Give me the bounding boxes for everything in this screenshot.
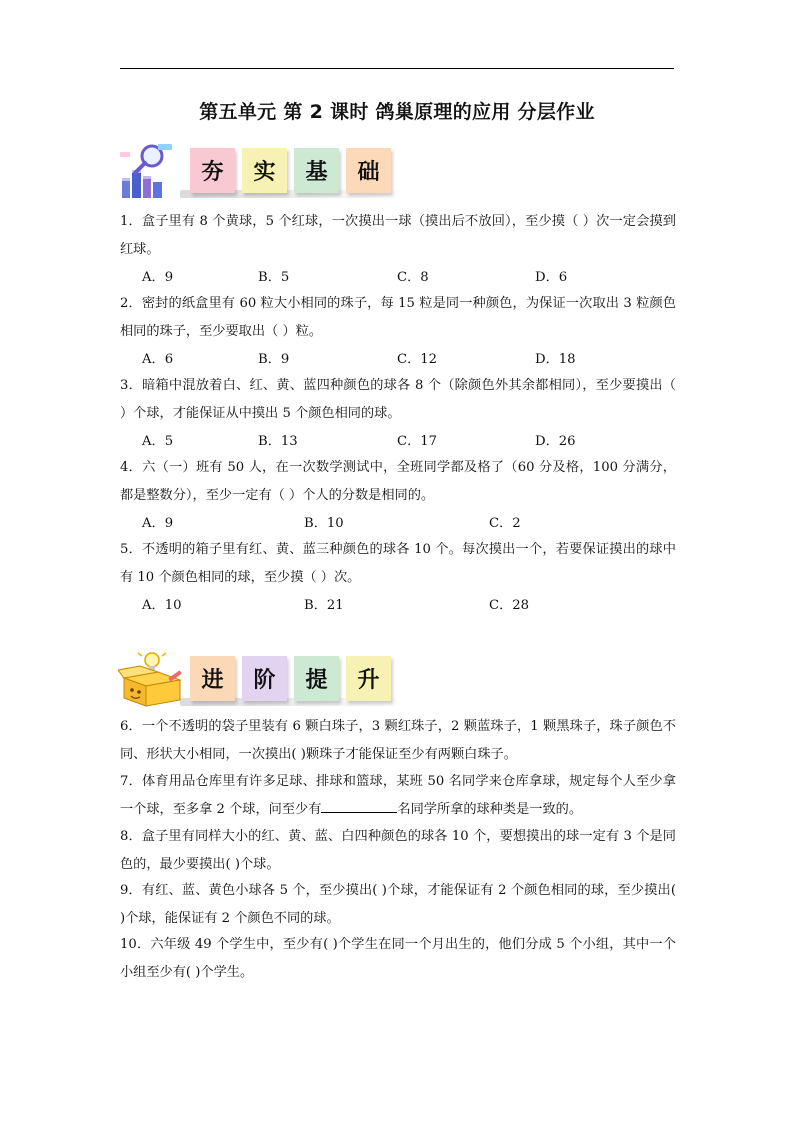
section-tile: 夯 — [190, 148, 235, 193]
question-7-text-before: 7．体育用品仓库里有许多足球、排球和篮球，某班 50 名同学来仓库拿球，规定每个人至少拿一个球，至多拿 2 个球，问至少有 — [120, 774, 676, 817]
option-a: A．9 — [142, 516, 174, 531]
question-1-options — [142, 266, 682, 288]
section-banner-advanced — [118, 650, 418, 710]
question-4: 4．六（一）班有 50 人，在一次数学测试中，全班同学都及格了（60 分及格，100 分满分，都是整数分），至少一定有（ ）个人的分数是相同的。 — [120, 460, 676, 503]
option-b: B．5 — [258, 270, 290, 285]
section-tile: 提 — [294, 656, 339, 701]
question-3: 3．暗箱中混放着白、红、黄、蓝四种颜色的球各 8 个（除颜色外其余都相同），至少要摸出（ ）个球，才能保证从中摸出 5 个颜色相同的球。 — [120, 378, 676, 421]
option-a: A．5 — [142, 434, 174, 449]
question-7 — [120, 768, 676, 823]
option-b: B．9 — [258, 352, 290, 367]
question-2: 2．密封的纸盒里有 60 粒大小相同的珠子，每 15 粒是同一种颜色，为保证一次取出 3 粒颜色相同的珠子，至少要取出（ ）粒。 — [120, 296, 676, 339]
option-b: B．21 — [304, 598, 344, 613]
option-a: A．9 — [142, 270, 174, 285]
option-d: D．18 — [535, 352, 576, 367]
answer-blank[interactable] — [321, 798, 397, 813]
option-a: A．10 — [142, 598, 182, 613]
question-3-options — [142, 430, 682, 452]
question-6: 6．一个不透明的袋子里装有 6 颗白珠子，3 颗红珠子，2 颗蓝珠子，1 颗黑珠子，珠子颜色不同、形状大小相同，一次摸出( )颗珠子才能保证至少有两颗白珠子。 — [120, 719, 676, 762]
option-c: C．28 — [489, 598, 530, 613]
section-tile: 基 — [294, 148, 339, 193]
question-5: 5．不透明的箱子里有红、黄、蓝三种颜色的球各 10 个。每次摸出一个，若要保证摸出的球中有 10 个颜色相同的球，至少摸（ ）次。 — [120, 542, 676, 585]
option-c: C．17 — [397, 434, 438, 449]
option-c: C．12 — [397, 352, 438, 367]
section-tile: 础 — [346, 148, 391, 193]
section-tile: 进 — [190, 656, 235, 701]
question-4-options — [142, 512, 682, 534]
option-b: B．10 — [304, 516, 344, 531]
option-d: D．6 — [535, 270, 568, 285]
lightbulb-box-icon — [118, 650, 188, 710]
question-1: 1．盒子里有 8 个黄球，5 个红球，一次摸出一球（摸出后不放回），至少摸（ ）次一定会摸到红球。 — [120, 214, 676, 257]
section-tile: 升 — [346, 656, 391, 701]
header-rule — [120, 68, 674, 69]
page-title: 第五单元 第 2 课时 鸽巢原理的应用 分层作业 — [199, 101, 595, 123]
question-8: 8．盒子里有同样大小的红、黄、蓝、白四种颜色的球各 10 个，要想摸出的球一定有 3 个是同色的，最少要摸出( )个球。 — [120, 829, 676, 872]
question-7-text-after: 名同学所拿的球种类是一致的。 — [397, 801, 583, 817]
magnifier-building-icon — [118, 142, 188, 202]
question-5-options — [142, 594, 682, 616]
question-10: 10．六年级 49 个学生中，至少有( )个学生在同一个月出生的，他们分成 5 个小组，其中一个小组至少有( )个学生。 — [120, 937, 676, 980]
option-a: A．6 — [142, 352, 174, 367]
section-tile: 实 — [242, 148, 287, 193]
section-tile: 阶 — [242, 656, 287, 701]
question-2-options — [142, 348, 682, 370]
question-9: 9．有红、蓝、黄色小球各 5 个，至少摸出( )个球，才能保证有 2 个颜色相同的球，至少摸出( )个球，能保证有 2 个颜色不同的球。 — [120, 883, 676, 926]
option-b: B．13 — [258, 434, 298, 449]
option-c: C．2 — [489, 516, 521, 531]
section-banner-basic — [118, 142, 418, 202]
option-c: C．8 — [397, 270, 429, 285]
option-d: D．26 — [535, 434, 576, 449]
